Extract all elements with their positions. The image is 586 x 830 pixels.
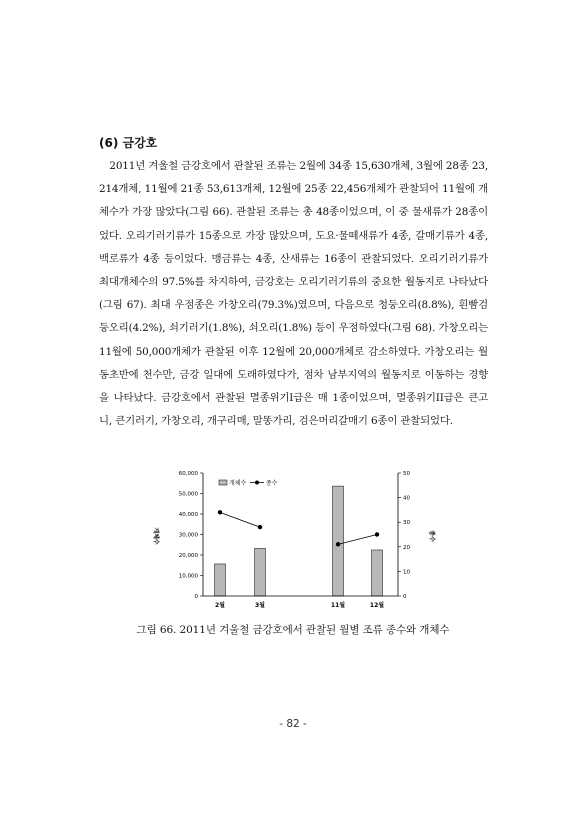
y-tick-label: 50,000	[178, 491, 198, 498]
bar-1	[215, 564, 226, 596]
x-axis-labels	[215, 601, 384, 609]
y-axis-label: 개체수	[152, 527, 159, 545]
section-title: (6) 금강호	[99, 136, 158, 150]
figure-caption: 그림 66. 2011년 겨울철 금강호에서 관찰된 월별 조류 종수와 개체수	[136, 624, 450, 636]
line-point-3	[336, 542, 340, 546]
legend-line-marker	[255, 481, 259, 485]
legend-bar-label: 개체수	[229, 480, 247, 487]
bar-3	[333, 486, 344, 596]
line-series	[218, 510, 379, 546]
figure-66-chart	[148, 464, 438, 616]
page-number: - 82 -	[279, 718, 307, 730]
y-tick-label: 10,000	[178, 573, 198, 580]
y2-tick-label: 0	[403, 594, 407, 600]
y2-axis-label: 종수	[428, 530, 435, 542]
x-tick-label: 3월	[255, 602, 265, 609]
line-point-4	[375, 532, 379, 536]
x-tick-label: 2월	[215, 602, 225, 609]
right-axis-ticks	[398, 471, 410, 600]
body-paragraph: 2011년 겨울철 금강호에서 관찰된 조류는 2월에 34종 15,630개체, 3월에 28종 23,214개체, 11월에 21종 53,613개체, 12월에 25종 22,456개체가 관찰되어 11월에 개체수가 가장 많았다(그림 66). 관찰된 조류는 총 48종이었으며, 이 중 물새류가 28종이었다. 오리기러기류가 15종으로 가장 많았으며, 도요·물떼새류가 4종, 갈매기류가 4종, 백로류가 4종 등이었다. 맹금류는 4종, 산새류는 16종이 관찰되었다. 오리기러기류가 최대개체수의 97.5%를 차지하여, 금강호는 오리기러기류의 중요한 월동지로 나타났다(그림 67). 최대 우점종은 가창오리(79.3%)였으며, 다음으로 청둥오리(8.8%), 흰빰검둥오리(4.2%), 쇠기러기(1.8%), 쇠오리(1.8%) 등이 우점하였다(그림 68). 가창오리는 11월에 50,000개체가 관찰된 이후 12월에 20,000개체로 감소하였다. 가창오리는 월동초반에 천수만, 금강 일대에 도래하였다가, 점차 남부지역의 월동지로 이동하는 경향을 나타났다. 금강호에서 관찰된 멸종위기I급은 매 1종이었으며, 멸종위기II급은 큰고니, 큰기러기, 가창오리, 개구리매, 말똥가리, 검은머리갈매기 6종이 관찰되었다.	[99, 160, 488, 428]
y2-tick-label: 50	[403, 471, 410, 477]
chart-legend	[219, 479, 278, 487]
bar-2	[255, 548, 266, 596]
line-point-2	[258, 525, 262, 529]
line-segment	[220, 512, 260, 527]
y-tick-label: 40,000	[178, 512, 198, 518]
y-tick-label: 20,000	[178, 553, 198, 559]
y-tick-label: 30,000	[178, 532, 198, 539]
legend-line-label: 종수	[266, 480, 278, 487]
y2-tick-label: 40	[403, 495, 410, 502]
left-axis-ticks	[179, 471, 203, 600]
x-tick-label: 11월	[330, 602, 346, 609]
y2-tick-label: 10	[403, 569, 410, 576]
x-tick-label: 12월	[369, 602, 385, 609]
y-tick-label: 60,000	[178, 471, 198, 477]
y2-tick-label: 30	[403, 520, 410, 527]
line-segment	[338, 535, 377, 545]
bar-4	[372, 550, 383, 596]
bar-series	[215, 486, 383, 596]
line-point-1	[218, 510, 222, 514]
y2-tick-label: 20	[403, 544, 410, 551]
legend-bar-swatch	[219, 480, 227, 485]
y-tick-label: 0	[194, 594, 198, 600]
